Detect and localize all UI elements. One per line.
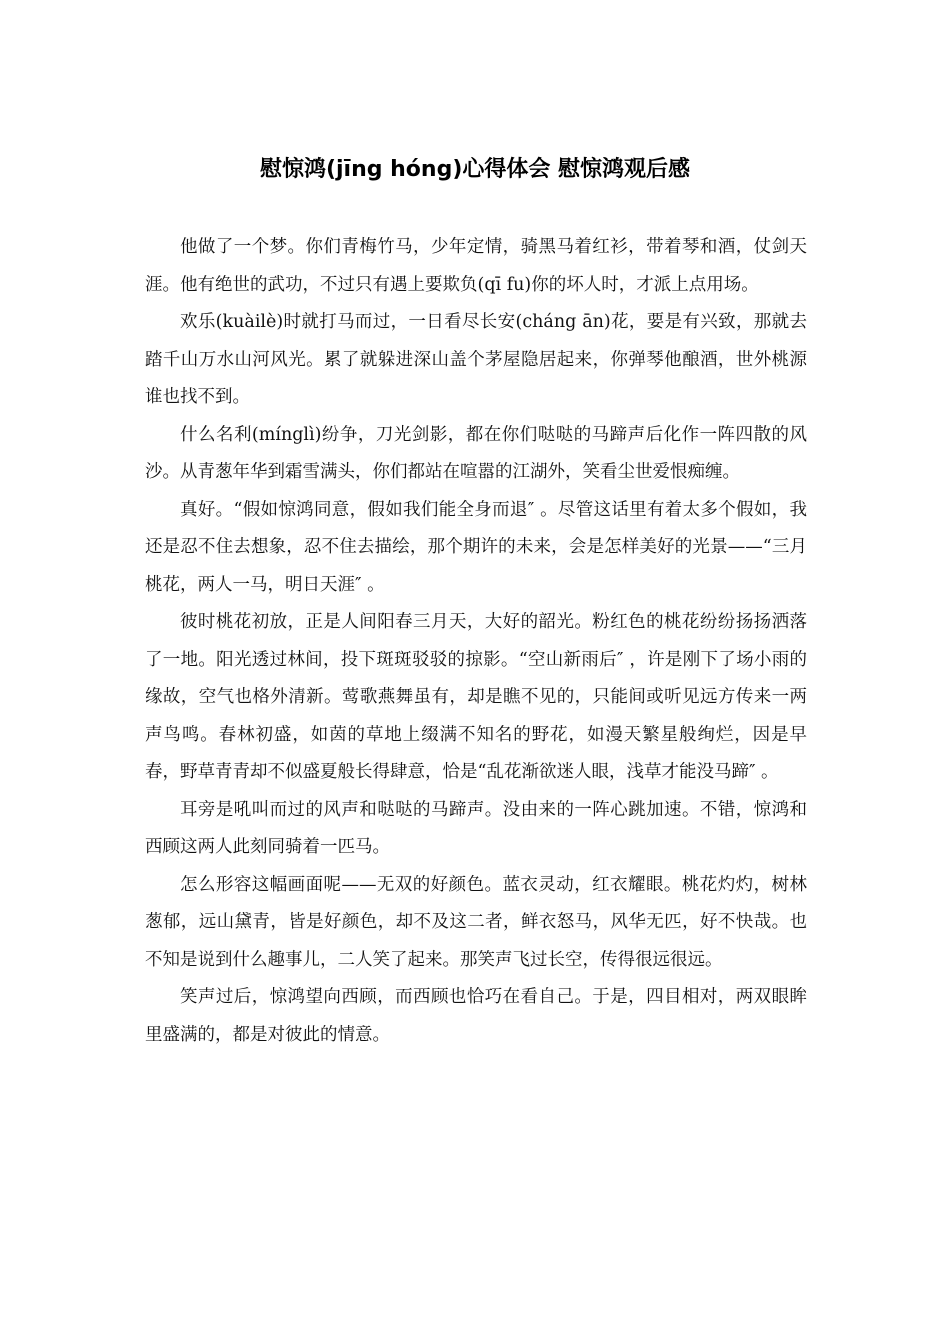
document-title: 慰惊鸿(jīng hóng)心得体会 慰惊鸿观后感 <box>259 157 691 182</box>
document-body <box>145 229 807 1054</box>
paragraph: 什么名利(mínglì)纷争，刀光剑影，都在你们哒哒的马蹄声后化作一阵四散的风沙。从青葱年华到霜雪满头，你们都站在喧嚣的江湖外，笑看尘世爱恨痴缠。 <box>145 424 807 482</box>
paragraph: 他做了一个梦。你们青梅竹马，少年定情，骑黑马着红衫，带着琴和酒，仗剑天涯。他有绝世的武功，不过只有遇上要欺负(qī fu)你的坏人时，才派上点用场。 <box>145 237 807 295</box>
paragraph: 耳旁是吼叫而过的风声和哒哒的马蹄声。没由来的一阵心跳加速。不错，惊鸿和西顾这两人此刻同骑着一匹马。 <box>145 799 807 857</box>
paragraph: 笑声过后，惊鸿望向西顾，而西顾也恰巧在看自己。于是，四目相对，两双眼眸里盛满的，都是对彼此的情意。 <box>145 987 807 1045</box>
paragraph: 彼时桃花初放，正是人间阳春三月天，大好的韶光。粉红色的桃花纷纷扬扬洒落了一地。阳光透过林间，投下斑斑驳驳的掠影。“空山新雨后″ ，许是刚下了场小雨的缘故，空气也格外清新。莺歌燕舞虽有，却是瞧不见的，只能间或听见远方传来一两声鸟鸣。春林初盛，如茵的草地上缀满不知名的野花，如漫天繁星般绚烂，因是早春，野草青青却不似盛夏般长得肆意，恰是“乱花渐欲迷人眼，浅草才能没马蹄″ 。 <box>145 612 807 782</box>
paragraph: 真好。“假如惊鸿同意，假如我们能全身而退″ 。尽管这话里有着太多个假如，我还是忍不住去想象，忍不住去描绘，那个期许的未来，会是怎样美好的光景——“三月桃花，两人一马，明日天涯″ 。 <box>145 499 807 595</box>
paragraph: 怎么形容这幅画面呢——无双的好颜色。蓝衣灵动，红衣耀眼。桃花灼灼，树林葱郁，远山黛青，皆是好颜色，却不及这二者，鲜衣怒马，风华无匹，好不快哉。也不知是说到什么趣事儿，二人笑了起来。那笑声飞过长空，传得很远很远。 <box>145 874 807 970</box>
paragraph: 欢乐(kuàilè)时就打马而过，一日看尽长安(cháng ān)花，要是有兴致，那就去踏千山万水山河风光。累了就躲进深山盖个茅屋隐居起来，你弹琴他酿酒，世外桃源谁也找不到。 <box>145 312 807 407</box>
